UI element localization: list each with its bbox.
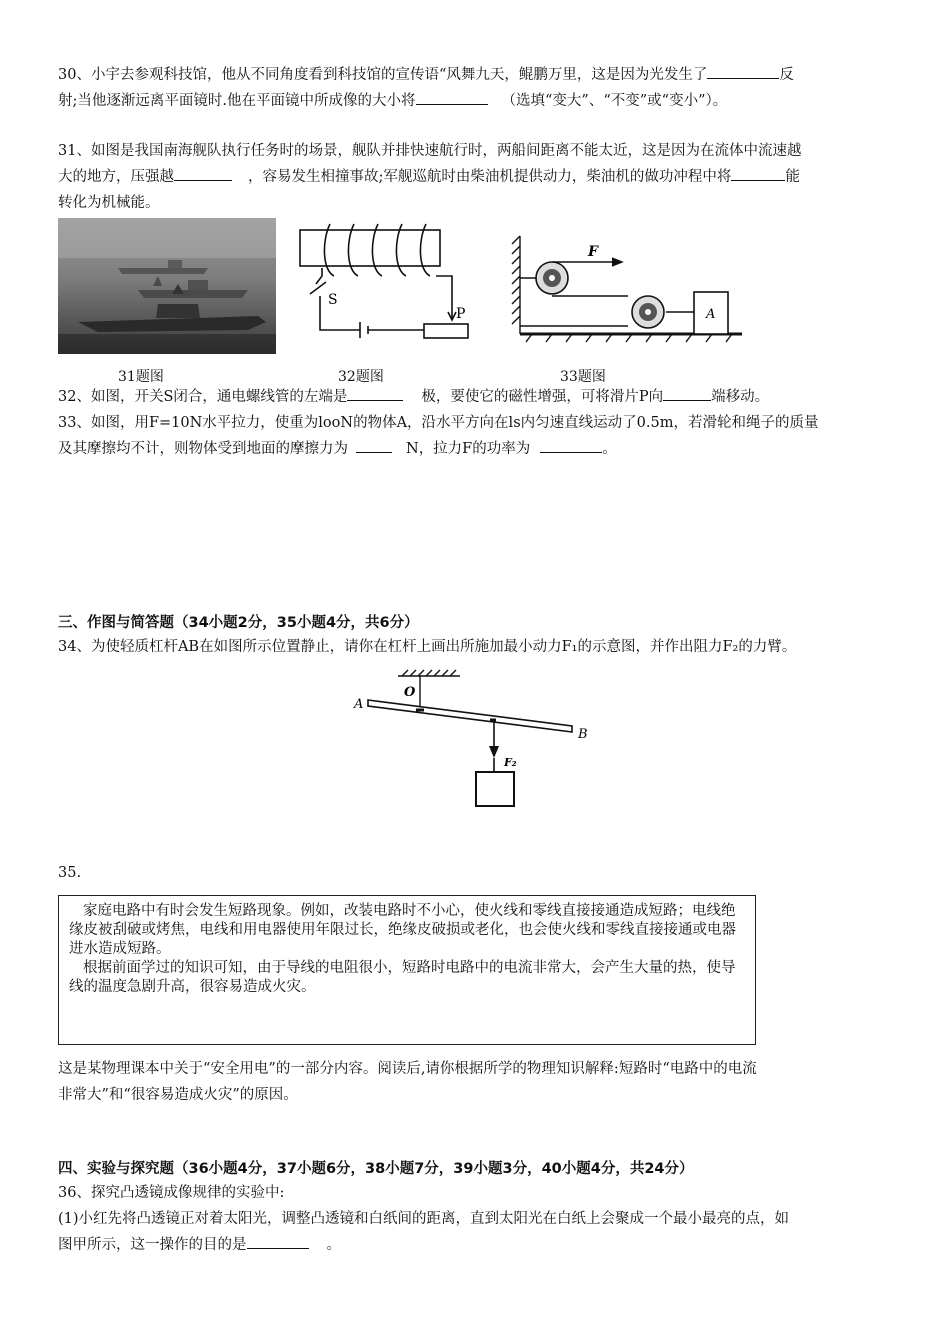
figure-31-ships-photo	[58, 218, 276, 354]
figure-33-pulley-system	[508, 232, 748, 348]
question-32-33	[58, 384, 898, 462]
q35-after-2: 非常大”和“很容易造成火灾”的原因。	[58, 1087, 298, 1103]
section-4-title: 四、实验与探究题（36小题4分，37小题6分，38小题7分，39小题3分，40小题4分，共24分）	[58, 1161, 694, 1177]
q36-text-1: 36、探究凸透镜成像规律的实验中:	[58, 1185, 285, 1201]
q35-reading-box	[58, 895, 756, 1045]
question-34-text: 34、为使轻质杠杆AB在如图所示位置静止，请你在杠杆上画出所施加最小动力F₁的示意图，并作出阻力F₂的力臂。	[58, 639, 797, 655]
q33-text-2b: N，拉力F的功率为	[406, 441, 531, 457]
q36-text-3b: 。	[326, 1237, 341, 1253]
question-31	[58, 138, 898, 216]
q32-blank-1	[347, 384, 403, 401]
q30-blank-2	[416, 88, 488, 105]
label-a: A	[706, 307, 716, 322]
q31-text-2a: 大的地方，压强越	[58, 169, 174, 185]
figure-31-caption: 31题图	[118, 369, 164, 385]
q31-text-1: 31、如图是我国南海舰队执行任务时的场景，舰队并排快速航行时，两船间距离不能太近，这是因为在流体中流速越	[58, 143, 802, 159]
q35-after-1: 这是某物理课本中关于“安全用电”的一部分内容。阅读后,请你根据所学的物理知识解释:短路时“电路中的电流	[58, 1061, 757, 1077]
q30-text-1a: 30、小宇去参观科技馆，他从不同角度看到科技馆的宣传语“风舞九天，鲲鹏万里，这是因为光发生了	[58, 67, 708, 83]
q33-text-2a: 及其摩擦均不计，则物体受到地面的摩擦力为	[58, 441, 348, 457]
q30-blank-1	[707, 62, 779, 79]
label-p: P	[456, 306, 466, 322]
figure-33-caption: 33题图	[560, 369, 606, 385]
figure-34-lever	[350, 666, 600, 816]
q31-blank-1	[174, 164, 232, 181]
question-30	[58, 62, 898, 114]
label-s: S	[328, 292, 338, 308]
label-o: O	[404, 685, 416, 700]
label-lever-a: A	[354, 697, 364, 712]
question-36	[58, 1180, 898, 1258]
q33-text-2c: 。	[602, 441, 617, 457]
q33-blank-2	[540, 436, 602, 453]
q31-blank-2	[731, 164, 785, 181]
q30-text-1b: 反	[779, 67, 794, 83]
q32-text-a: 32、如图，开关S闭合，通电螺线管的左端是	[58, 389, 348, 405]
section-3-title: 三、作图与简答题（34小题2分，35小题4分，共6分）	[58, 615, 419, 631]
q35-box-paragraph-2: 根据前面学过的知识可知，由于导线的电阻很小，短路时电路中的电流非常大，会产生大量的热，使导线的温度急剧升高，很容易造成火灾。	[69, 960, 736, 995]
q32-blank-2	[663, 384, 711, 401]
figure-32-solenoid-circuit	[296, 220, 476, 350]
q36-text-2: (1)小红先将凸透镜正对着太阳光，调整凸透镜和白纸间的距离，直到太阳光在白纸上会聚成一个最小最亮的点，如	[58, 1211, 790, 1227]
q32-text-b: 极，要使它的磁性增强，可将滑片P向	[421, 389, 664, 405]
q36-text-3a: 图甲所示，这一操作的目的是	[58, 1237, 247, 1253]
question-35-prompt	[58, 1056, 898, 1108]
q33-text-1: 33、如图，用F=10N水平拉力，使重为looN的物体A，沿水平方向在ls内匀速直线运动了0.5m，若滑轮和绳子的质量	[58, 415, 819, 431]
label-f: F	[588, 244, 598, 260]
q35-box-paragraph-1: 家庭电路中有时会发生短路现象。例如，改装电路时不小心，使火线和零线直接接通造成短路；电线绝缘皮被刮破或烤焦，电线和用电器使用年限过长，绝缘皮破损或老化，也会使火线和零线直接接通或电器进水造成短路。	[69, 903, 736, 957]
figure-32-caption: 32题图	[338, 369, 384, 385]
label-lever-b: B	[578, 727, 588, 742]
question-35-number: 35.	[58, 865, 82, 881]
q33-blank-1	[356, 436, 392, 453]
q31-text-2b: ，容易发生相撞事故;军舰巡航时由柴油机提供动力，柴油机的做功冲程中将	[248, 169, 732, 185]
label-f2: F₂	[504, 756, 517, 769]
q30-text-2a: 射;当他逐渐远离平面镜时.他在平面镜中所成像的大小将	[58, 93, 416, 109]
q32-text-c: 端移动。	[711, 389, 770, 405]
q30-text-2b: （选填“变大”、“不变”或“变小”）。	[501, 93, 728, 109]
q36-blank-1	[247, 1232, 309, 1249]
q31-text-2c: 能	[785, 169, 800, 185]
q31-text-3: 转化为机械能。	[58, 195, 160, 211]
